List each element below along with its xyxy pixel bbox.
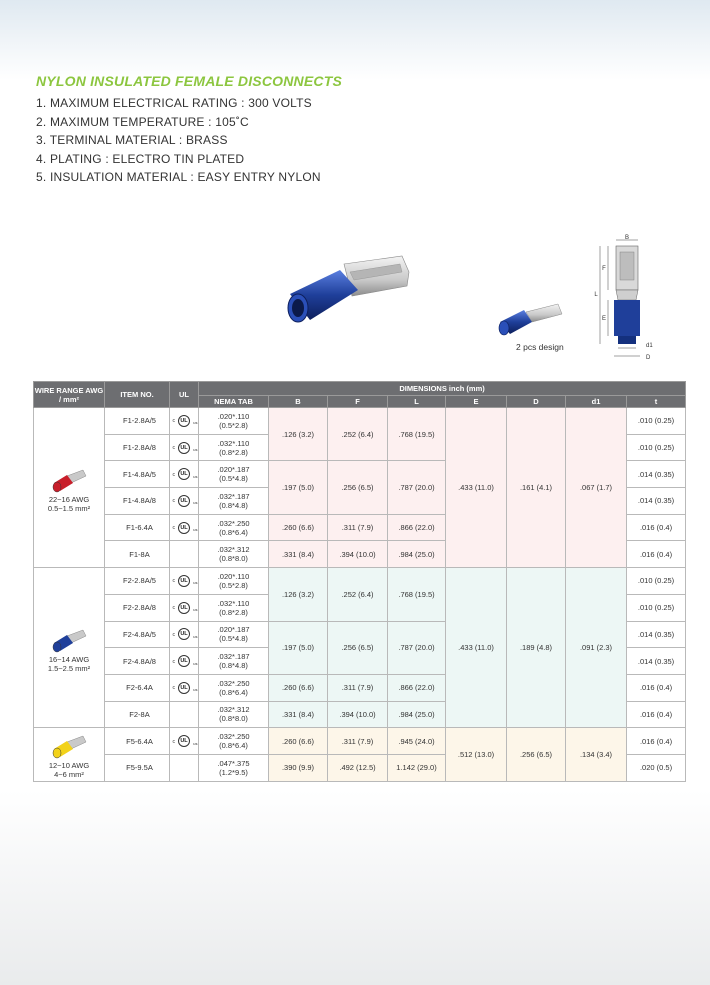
t-cell: .010 (0.25) bbox=[627, 408, 686, 435]
terminal-icon bbox=[51, 627, 87, 653]
f-cell: .256 (6.5) bbox=[328, 621, 388, 674]
t-cell: .010 (0.25) bbox=[627, 594, 686, 621]
page-title: NYLON INSULATED FEMALE DISCONNECTS bbox=[36, 73, 342, 89]
l-cell: .787 (20.0) bbox=[388, 621, 446, 674]
item-no-cell: F5-9.5A bbox=[105, 754, 170, 781]
dimensions-table bbox=[33, 381, 686, 782]
t-cell: .010 (0.25) bbox=[627, 434, 686, 461]
ul-cell bbox=[170, 514, 199, 541]
ul-certification-icon: c UL us bbox=[177, 655, 192, 668]
product-image bbox=[282, 250, 417, 335]
header-item-no: ITEM NO. bbox=[105, 382, 170, 408]
nema-tab-cell: .032*.110 (0.8*2.8) bbox=[199, 594, 269, 621]
l-cell: .768 (19.5) bbox=[388, 568, 446, 621]
item-no-cell: F2-8A bbox=[105, 701, 170, 728]
spec-item: 1. MAXIMUM ELECTRICAL RATING : 300 VOLTS bbox=[36, 96, 312, 110]
d-cell: .161 (4.1) bbox=[507, 408, 566, 568]
nema-tab-cell: .032*.187 (0.8*4.8) bbox=[199, 488, 269, 515]
spec-item: 5. INSULATION MATERIAL : EASY ENTRY NYLON bbox=[36, 170, 321, 184]
two-piece-image bbox=[496, 296, 568, 340]
ul-certification-icon: c UL us bbox=[177, 414, 192, 427]
ul-certification-icon: c UL us bbox=[177, 521, 192, 534]
t-cell: .014 (0.35) bbox=[627, 621, 686, 648]
ul-cell bbox=[170, 648, 199, 675]
item-no-cell: F1-2.8A/5 bbox=[105, 408, 170, 435]
drawing-label-d: D bbox=[646, 355, 651, 361]
f-cell: .252 (6.4) bbox=[328, 408, 388, 461]
header-wave-background bbox=[0, 0, 710, 80]
mm-label: 4~6 mm² bbox=[54, 770, 84, 780]
nema-tab-cell: .032*.110 (0.8*2.8) bbox=[199, 434, 269, 461]
l-cell: 1.142 (29.0) bbox=[388, 754, 446, 781]
ul-cell bbox=[170, 488, 199, 515]
b-cell: .197 (5.0) bbox=[269, 621, 328, 674]
terminal-icon bbox=[51, 467, 87, 493]
ul-cell bbox=[170, 568, 199, 595]
table-row bbox=[34, 408, 686, 435]
b-cell: .260 (6.6) bbox=[269, 514, 328, 541]
item-no-cell: F2-2.8A/5 bbox=[105, 568, 170, 595]
e-cell: .433 (11.0) bbox=[446, 568, 507, 728]
wire-range-cell bbox=[34, 568, 105, 728]
ul-cell bbox=[170, 541, 199, 568]
spec-item: 4. PLATING : ELECTRO TIN PLATED bbox=[36, 151, 245, 166]
b-cell: .331 (8.4) bbox=[269, 701, 328, 728]
dimension-drawing bbox=[586, 232, 670, 362]
b-cell: .260 (6.6) bbox=[269, 728, 328, 755]
ul-certification-icon: c UL us bbox=[177, 628, 192, 641]
ul-cell bbox=[170, 408, 199, 435]
awg-label: 12~10 AWG bbox=[48, 761, 90, 771]
header-b: B bbox=[269, 396, 328, 408]
t-cell: .016 (0.4) bbox=[627, 701, 686, 728]
t-cell: .016 (0.4) bbox=[627, 514, 686, 541]
l-cell: .787 (20.0) bbox=[388, 461, 446, 514]
item-no-cell: F1-6.4A bbox=[105, 514, 170, 541]
b-cell: .197 (5.0) bbox=[269, 461, 328, 514]
spec-list bbox=[36, 94, 321, 187]
nema-tab-cell: .032*.187 (0.8*4.8) bbox=[199, 648, 269, 675]
table-body bbox=[34, 408, 686, 782]
item-no-cell: F1-8A bbox=[105, 541, 170, 568]
f-cell: .256 (6.5) bbox=[328, 461, 388, 514]
ul-cell bbox=[170, 461, 199, 488]
e-cell: .433 (11.0) bbox=[446, 408, 507, 568]
ul-cell bbox=[170, 754, 199, 781]
nema-tab-cell: .020*.187 (0.5*4.8) bbox=[199, 621, 269, 648]
item-no-cell: F2-6.4A bbox=[105, 674, 170, 701]
ul-cell bbox=[170, 594, 199, 621]
t-cell: .016 (0.4) bbox=[627, 674, 686, 701]
header-d: D bbox=[507, 396, 566, 408]
f-cell: .394 (10.0) bbox=[328, 541, 388, 568]
ul-certification-icon: c UL us bbox=[177, 735, 192, 748]
ul-cell bbox=[170, 621, 199, 648]
two-piece-label: 2 pcs design bbox=[516, 342, 564, 352]
f-cell: .394 (10.0) bbox=[328, 701, 388, 728]
l-cell: .984 (25.0) bbox=[388, 541, 446, 568]
item-no-cell: F2-4.8A/5 bbox=[105, 621, 170, 648]
table-row bbox=[34, 728, 686, 755]
spec-item: 2. MAXIMUM TEMPERATURE : 105˚C bbox=[36, 114, 249, 129]
item-no-cell: F1-4.8A/8 bbox=[105, 488, 170, 515]
drawing-label-f: F bbox=[602, 266, 606, 272]
item-no-cell: F5-6.4A bbox=[105, 728, 170, 755]
f-cell: .252 (6.4) bbox=[328, 568, 388, 621]
l-cell: .984 (25.0) bbox=[388, 701, 446, 728]
wire-range-cell bbox=[34, 408, 105, 568]
l-cell: .945 (24.0) bbox=[388, 728, 446, 755]
nema-tab-cell: .032*.250 (0.8*6.4) bbox=[199, 728, 269, 755]
ul-certification-icon: c UL us bbox=[177, 681, 192, 694]
t-cell: .020 (0.5) bbox=[627, 754, 686, 781]
e-cell: .512 (13.0) bbox=[446, 728, 507, 781]
header-e: E bbox=[446, 396, 507, 408]
nema-tab-cell: .032*.312 (0.8*8.0) bbox=[199, 701, 269, 728]
nema-tab-cell: .032*.312 (0.8*8.0) bbox=[199, 541, 269, 568]
nema-tab-cell: .047*.375 (1.2*9.5) bbox=[199, 754, 269, 781]
header-ul: UL bbox=[170, 382, 199, 408]
mm-label: 1.5~2.5 mm² bbox=[47, 663, 91, 673]
table-row bbox=[34, 568, 686, 595]
item-no-cell: F2-2.8A/8 bbox=[105, 594, 170, 621]
d1-cell: .091 (2.3) bbox=[566, 568, 627, 728]
ul-cell bbox=[170, 674, 199, 701]
ul-certification-icon: c UL us bbox=[177, 468, 192, 481]
t-cell: .016 (0.4) bbox=[627, 541, 686, 568]
ul-certification-icon: c UL us bbox=[177, 601, 192, 614]
awg-label: 16~14 AWG bbox=[48, 654, 90, 664]
t-cell: .014 (0.35) bbox=[627, 648, 686, 675]
t-cell: .014 (0.35) bbox=[627, 488, 686, 515]
awg-label: 22~16 AWG bbox=[48, 494, 90, 504]
wire-range-cell bbox=[34, 728, 105, 781]
header-f: F bbox=[328, 396, 388, 408]
t-cell: .010 (0.25) bbox=[627, 568, 686, 595]
f-cell: .311 (7.9) bbox=[328, 514, 388, 541]
header-l: L bbox=[388, 396, 446, 408]
nema-tab-cell: .032*.250 (0.8*6.4) bbox=[199, 514, 269, 541]
ul-certification-icon: c UL us bbox=[177, 574, 192, 587]
d-cell: .189 (4.8) bbox=[507, 568, 566, 728]
f-cell: .311 (7.9) bbox=[328, 728, 388, 755]
f-cell: .311 (7.9) bbox=[328, 674, 388, 701]
item-no-cell: F2-4.8A/8 bbox=[105, 648, 170, 675]
d1-cell: .067 (1.7) bbox=[566, 408, 627, 568]
header-wire-range: WIRE RANGE AWG / mm² bbox=[34, 382, 105, 408]
terminal-icon bbox=[51, 733, 87, 759]
drawing-label-d1: d1 bbox=[646, 343, 653, 349]
ul-cell bbox=[170, 434, 199, 461]
b-cell: .331 (8.4) bbox=[269, 541, 328, 568]
l-cell: .866 (22.0) bbox=[388, 674, 446, 701]
nema-tab-cell: .020*.187 (0.5*4.8) bbox=[199, 461, 269, 488]
drawing-label-b: B bbox=[624, 235, 630, 241]
header-nema-tab: NEMA TAB bbox=[199, 396, 269, 408]
d-cell: .256 (6.5) bbox=[507, 728, 566, 781]
t-cell: .014 (0.35) bbox=[627, 461, 686, 488]
nema-tab-cell: .020*.110 (0.5*2.8) bbox=[199, 408, 269, 435]
l-cell: .866 (22.0) bbox=[388, 514, 446, 541]
mm-label: 0.5~1.5 mm² bbox=[47, 503, 91, 513]
ul-certification-icon: c UL us bbox=[177, 441, 192, 454]
drawing-label-e: E bbox=[601, 316, 607, 322]
item-no-cell: F1-4.8A/5 bbox=[105, 461, 170, 488]
d1-cell: .134 (3.4) bbox=[566, 728, 627, 781]
b-cell: .126 (3.2) bbox=[269, 408, 328, 461]
nema-tab-cell: .032*.250 (0.8*6.4) bbox=[199, 674, 269, 701]
item-no-cell: F1-2.8A/8 bbox=[105, 434, 170, 461]
b-cell: .260 (6.6) bbox=[269, 674, 328, 701]
ul-cell bbox=[170, 701, 199, 728]
footer-background bbox=[0, 790, 710, 985]
nema-tab-cell: .020*.110 (0.5*2.8) bbox=[199, 568, 269, 595]
t-cell: .016 (0.4) bbox=[627, 728, 686, 755]
ul-cell bbox=[170, 728, 199, 755]
ul-certification-icon: c UL us bbox=[177, 494, 192, 507]
b-cell: .390 (9.9) bbox=[269, 754, 328, 781]
l-cell: .768 (19.5) bbox=[388, 408, 446, 461]
b-cell: .126 (3.2) bbox=[269, 568, 328, 621]
header-dimensions: DIMENSIONS inch (mm) bbox=[199, 382, 686, 396]
f-cell: .492 (12.5) bbox=[328, 754, 388, 781]
header-d1: d1 bbox=[566, 396, 627, 408]
spec-item: 3. TERMINAL MATERIAL : BRASS bbox=[36, 133, 228, 147]
header-t: t bbox=[627, 396, 686, 408]
drawing-label-l: L bbox=[594, 292, 598, 298]
